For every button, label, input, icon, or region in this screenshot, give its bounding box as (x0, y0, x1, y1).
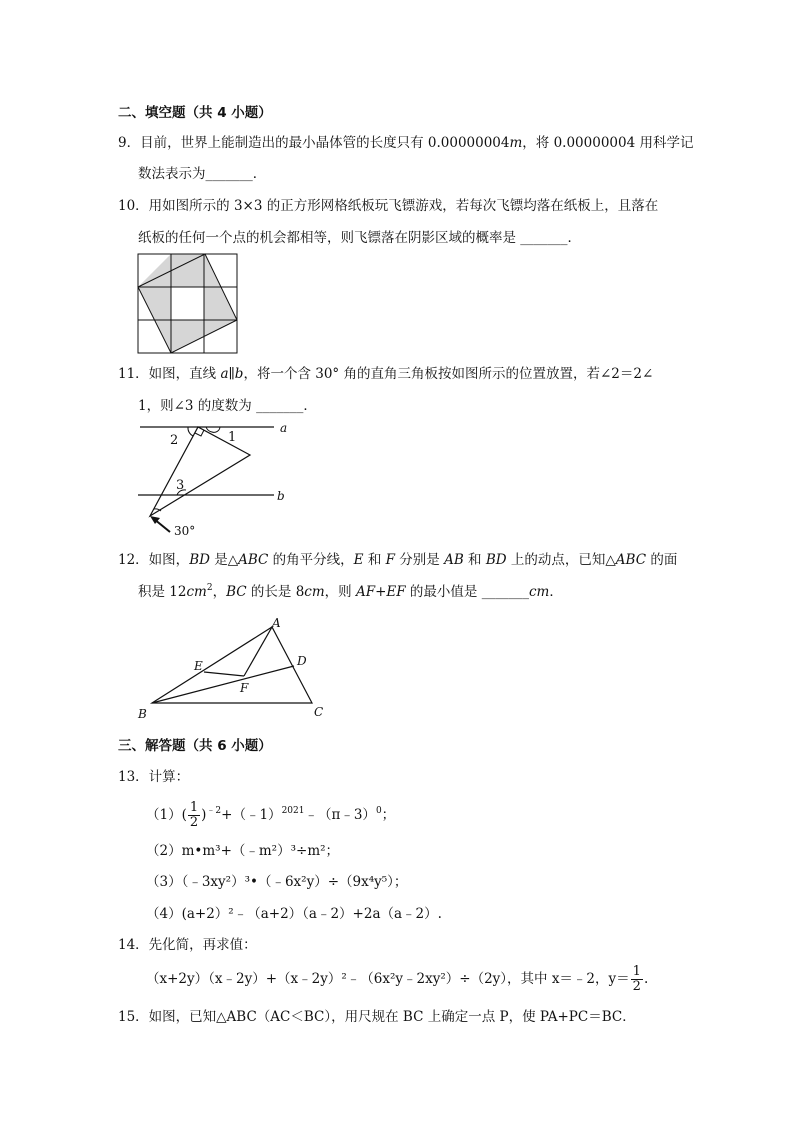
q12-bc: BC (226, 584, 247, 600)
q11-var-a: a (220, 366, 229, 382)
q13-fraction (188, 801, 200, 830)
q11-text-b: ，将一个含 30° 角的直角三角板按如图所示的位置放置，若∠2＝2∠ (243, 366, 654, 382)
question-15-line: 15．如图，已知△ABC（AC＜BC），用尺规在 BC 上确定一点 P，使 PA+PC＝BC． (118, 1009, 636, 1025)
q11-angle-1-arc (206, 427, 220, 432)
q11-angle-30-arc (154, 509, 161, 511)
q12-triangle-figure (136, 615, 336, 723)
q11-label-1: 1 (228, 430, 237, 445)
question-9-line-2: 数法表示为_______． (138, 166, 267, 182)
q11-text-a: 11．如图，直线 (118, 366, 221, 382)
q11-label-30: 30° (174, 524, 196, 538)
q12-label-D: D (297, 654, 307, 668)
q12-bd: BD (189, 552, 210, 568)
q12-l2f: ． (549, 584, 563, 600)
q12-lines (152, 627, 312, 703)
q11-label-3: 3 (176, 478, 185, 493)
question-13-part-4: （4）(a+2）²﹣（a+2）（a﹣2）+2a（a﹣2）. (146, 906, 442, 922)
q12-t3: 的角平分线， (268, 552, 354, 568)
q12-label-B: B (138, 707, 147, 721)
q14-fraction (631, 965, 643, 994)
q12-t2: 是△ (209, 552, 239, 568)
q12-t7: 上的动点，已知△ (506, 552, 616, 568)
q12-sq: 2 (206, 583, 213, 593)
section-title-fill-blank: 二、填空题（共 4 小题） (118, 105, 272, 121)
question-13-part-3: （3）（﹣3xy²）³•（﹣6x²y）÷（9x⁴y⁵）； (146, 874, 408, 890)
q13-p1-d: ﹣（π﹣3） (304, 807, 376, 823)
q12-l2d: ，则 (324, 584, 356, 600)
q12-ab: AB (444, 552, 464, 568)
question-13-part-1 (146, 800, 395, 830)
q12-t1: 12．如图， (118, 552, 190, 568)
q12-t8: 的面 (646, 552, 678, 568)
q12-label-F: F (240, 681, 249, 695)
q11-angle-2-arc (188, 427, 193, 436)
q12-cm: cm (186, 584, 207, 600)
q14-frac-den: 2 (632, 979, 641, 994)
q12-l2e: 的最小值是 _______ (405, 584, 529, 600)
q12-l2b: ， (212, 584, 227, 600)
q12-t5: 分别是 (395, 552, 445, 568)
q14-frac-num: 1 (632, 964, 641, 979)
question-13-part-2: （2）m•m³+（﹣m²）³÷m²； (146, 843, 340, 859)
q12-label-E: E (194, 659, 203, 673)
question-10-line-2: 纸板的任何一个点的机会都相等，则飞镖落在阴影区域的概率是 _______． (138, 230, 582, 246)
q12-abc: ABC (238, 552, 269, 568)
q13-frac-num: 1 (189, 800, 199, 815)
q12-bd2: BD (485, 552, 507, 568)
q10-center-unshaded (171, 287, 204, 320)
q12-t4: 和 (363, 552, 386, 568)
q13-frac-den: 2 (189, 815, 199, 830)
q9-text-b: ，将 0.00000004 用科学记 (522, 135, 694, 151)
q14-expr: （x+2y）（x﹣2y）+（x﹣2y）²﹣（6x²y﹣2xy²）÷（2y），其中 x＝﹣2，y＝ (146, 971, 630, 987)
q10-grid-figure (137, 253, 239, 354)
q12-abc2: ABC (615, 552, 647, 568)
q11-var-b: b (234, 366, 244, 382)
q13-p1-c: +（﹣1） (221, 807, 282, 823)
q11-label-a: a (280, 421, 288, 435)
question-13-title: 13．计算： (118, 769, 190, 785)
q12-cm3: cm (528, 584, 550, 600)
q9-unit: m (509, 135, 523, 151)
q14-end: . (643, 971, 649, 987)
q13-p1-b: ) (201, 807, 207, 823)
question-10-line-1: 10．用如图所示的 3×3 的正方形网格纸板玩飞镖游戏，若每次飞镖均落在纸板上，且落在 (118, 198, 659, 214)
q11-parallel: ∥ (228, 366, 235, 382)
question-11-line-1 (118, 365, 653, 383)
q12-label-C: C (314, 705, 324, 719)
q11-label-2: 2 (170, 433, 179, 448)
q13-exp-1: ﹣2 (206, 806, 222, 816)
q12-cm2: cm (304, 584, 325, 600)
question-9-line-1 (118, 134, 693, 152)
q12-f: F (385, 552, 395, 568)
q13-exp-3: 0 (375, 806, 382, 816)
q11-label-b: b (277, 489, 285, 503)
question-14-title: 14．先化简，再求值： (118, 937, 257, 953)
section-title-solve: 三、解答题（共 6 小题） (118, 738, 272, 754)
question-12-line-1 (118, 551, 677, 569)
q9-text-a: 9．目前，世界上能制造出的最小晶体管的长度只有 0.00000004 (118, 135, 510, 151)
q13-p1-f: ； (381, 807, 396, 823)
q12-l2c: 的长是 8 (246, 584, 305, 600)
q12-label-A: A (272, 616, 281, 630)
q12-l2a: 积是 12 (138, 584, 187, 600)
question-14-expression (146, 964, 648, 994)
q12-t6: 和 (463, 552, 486, 568)
q12-e: E (353, 552, 364, 568)
question-12-line-2 (138, 583, 563, 601)
q11-figure (136, 417, 296, 541)
q12-afef: AF+EF (355, 584, 406, 600)
q13-p1-a: （1）( (146, 807, 187, 823)
question-11-line-2: 1，则∠3 的度数为 _______． (138, 398, 317, 414)
q13-exp-2: 2021 (281, 806, 305, 816)
